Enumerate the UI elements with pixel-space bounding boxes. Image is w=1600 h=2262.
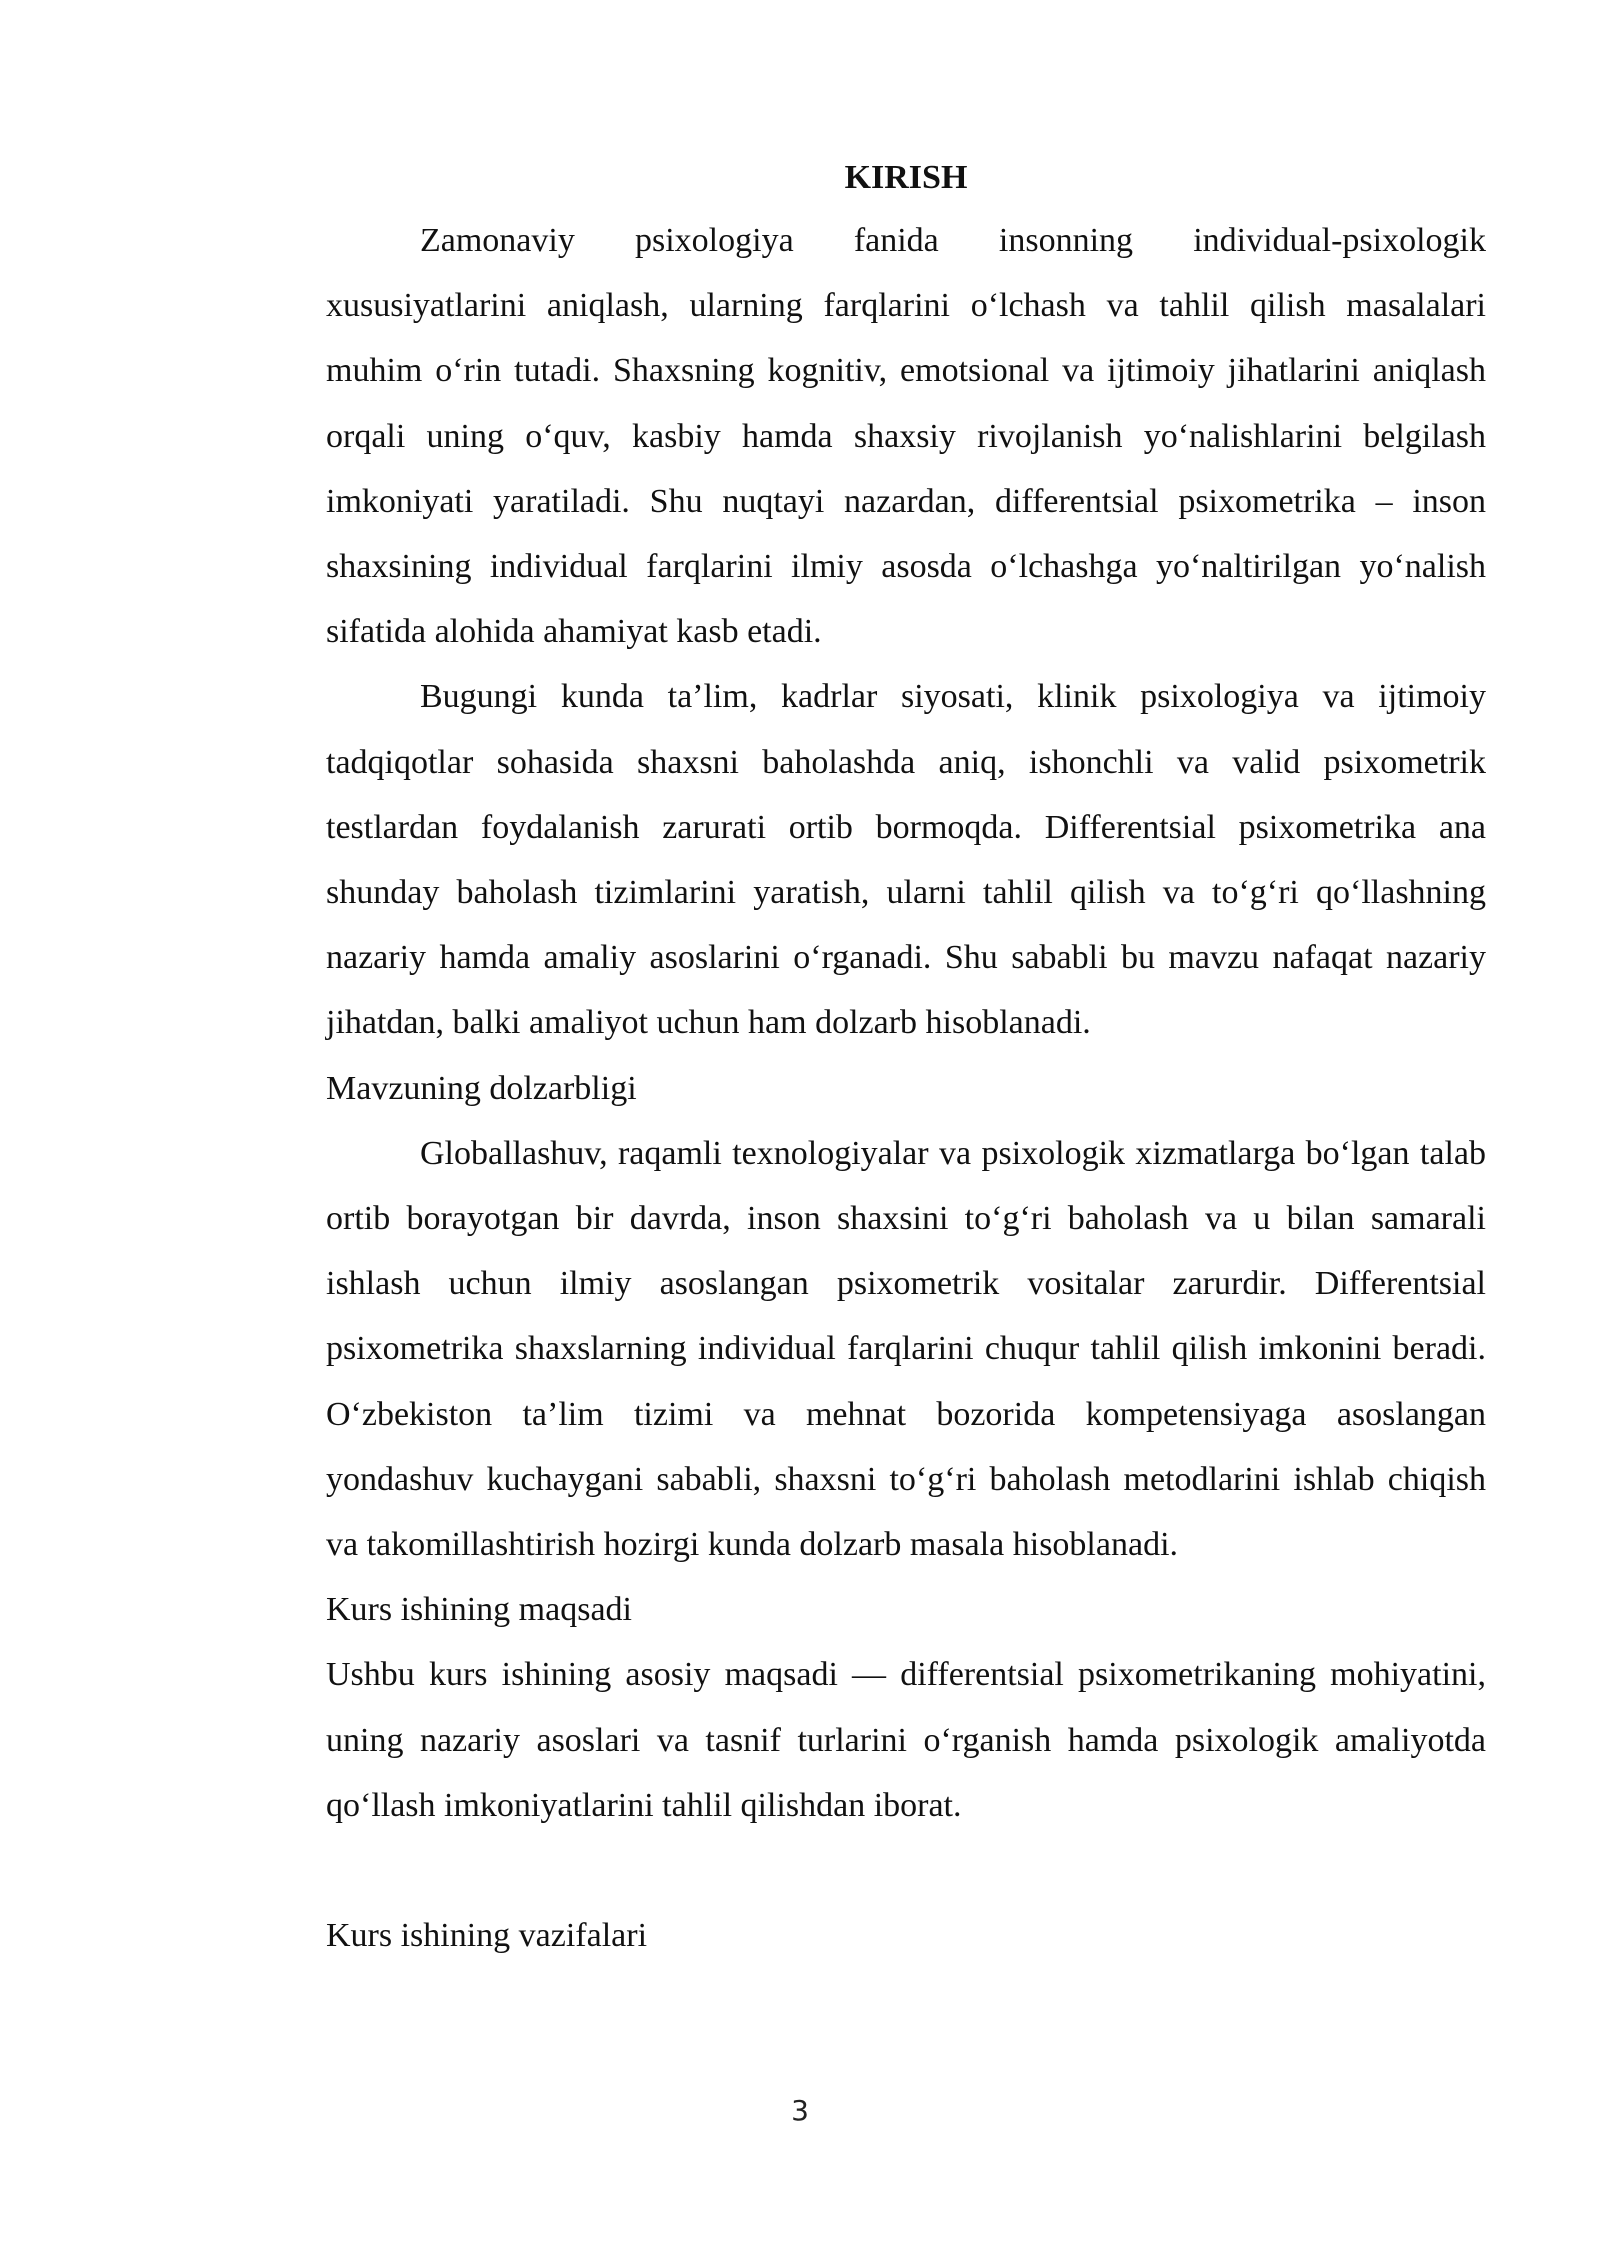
- page-heading: KIRISH: [844, 159, 968, 196]
- intro-paragraph-2: Bugungi kunda ta’lim, kadrlar siyosati, klinik psixologiya va ijtimoiy tadqiqotlar sohasida shaxsni baholashda aniq, ishonchli va valid psixometrik testlardan foydalanish zarurati ortib bormoqda. Differentsial psixometrika ana shunday baholash tizimlarini yaratish, ularni tahlil qilish va to‘g‘ri qo‘llashning nazariy hamda amaliy asoslarini o‘rganadi. Shu sababli bu mavzu nafaqat nazariy jihatdan, balki amaliyot uchun ham dolzarb hisoblanadi.: [326, 678, 1486, 1042]
- blank-line: [326, 1838, 1486, 1903]
- goal-heading: Kurs ishining maqsadi: [326, 1591, 632, 1629]
- page-number: 3: [791, 2094, 809, 2127]
- relevance-heading: Mavzuning dolzarbligi: [326, 1069, 637, 1107]
- document-page: [326, 148, 1486, 1968]
- goal-paragraph: Ushbu kurs ishining asosiy maqsadi — differentsial psixometrikaning mohiyatini, uning nazariy asoslari va tasnif turlarini o‘rganish hamda psixologik amaliyotda qo‘llash imkoniyatlarini tahlil qilishdan iborat.: [326, 1656, 1486, 1824]
- intro-paragraph-1: Zamonaviy psixologiya fanida insonning individual-psixologik xususiyatlarini aniqlash, ularning farqlarini o‘lchash va tahlil qilish masalalari muhim o‘rin tutadi. Shaxsning kognitiv, emotsional va ijtimoiy jihatlarini aniqlash orqali uning o‘quv, kasbiy hamda shaxsiy rivojlanish yo‘nalishlarini belgilash imkoniyati yaratiladi. Shu nuqtayi nazardan, differentsial psixometrika – inson shaxsining individual farqlarini ilmiy asosda o‘lchashga yo‘naltirilgan yo‘nalish sifatida alohida ahamiyat kasb etadi.: [326, 222, 1486, 651]
- tasks-heading: Kurs ishining vazifalari: [326, 1917, 648, 1955]
- relevance-paragraph: Globallashuv, raqamli texnologiyalar va psixologik xizmatlarga bo‘lgan talab ortib borayotgan bir davrda, inson shaxsini to‘g‘ri baholash va u bilan samarali ishlash uchun ilmiy asoslangan psixometrik vositalar zarurdir. Differentsial psixometrika shaxslarning individual farqlarini chuqur tahlil qilish imkonini beradi. O‘zbekiston ta’lim tizimi va mehnat bozorida kompetensiyaga asoslangan yondashuv kuchaygani sababli, shaxsni to‘g‘ri baholash metodlarini ishlab chiqish va takomillashtirish hozirgi kunda dolzarb masala hisoblanadi.: [326, 1134, 1486, 1564]
